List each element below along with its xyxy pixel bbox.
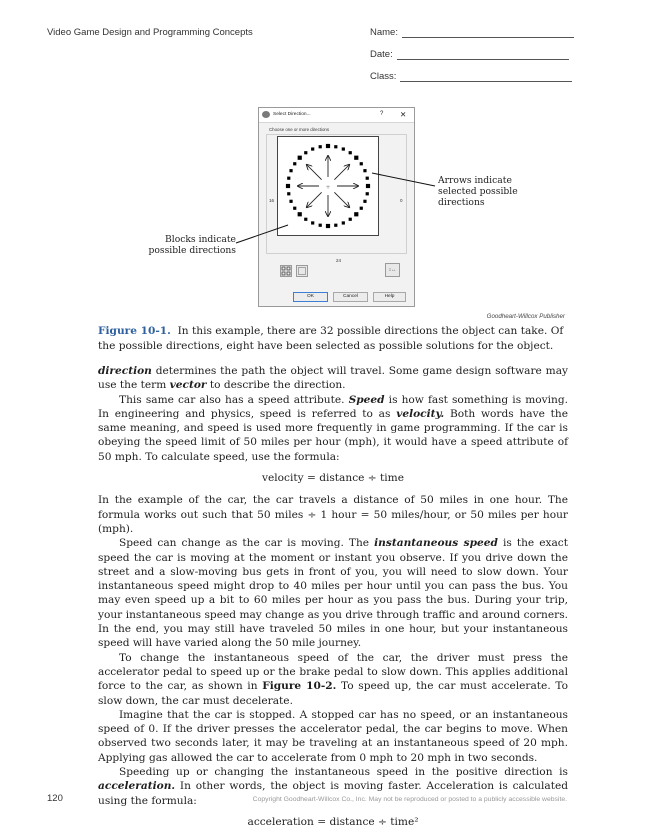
callout-arrows: Arrows indicate selected possible directions <box>438 175 518 208</box>
help-button[interactable]: Help <box>373 292 406 302</box>
formula-acceleration: acceleration = distance ÷ time² <box>247 815 419 828</box>
body-text <box>98 364 568 837</box>
paragraph-text: to describe the direction. <box>206 379 346 392</box>
figure-caption <box>98 324 568 354</box>
paragraph-text: In other words, the object is moving faster. Acceleration is calculated using the formula: <box>98 780 568 807</box>
direction-label-right: 0 <box>400 198 403 203</box>
direction-label-bottom: 24 <box>336 258 342 263</box>
formula-velocity: velocity = distance ÷ time <box>262 472 404 485</box>
paragraph-text: This same car also has a speed attribute. <box>119 393 349 406</box>
flip-icon: ↕↔ <box>385 263 400 277</box>
term-direction: direction <box>98 365 152 377</box>
paragraph-text: is the exact speed the car is moving at the moment or instant you observe. If you drive down the street and a slow-moving bus gets in front of you, you will need to slow down. Your instantaneous speed might drop to 40 miles per hour until you can pass the bus. You may even speed up a bit to 60 miles per hour as you pass the bus. During your trip, your instantaneous speed may change as you drive through traffic and around corners. In the end, you may still have traveled 50 miles in one hour, but your instantaneous speed will have varied along the 50 mile journey. <box>98 537 568 650</box>
term-speed: Speed <box>348 393 385 406</box>
callout-blocks: Blocks indicate possible directions <box>148 234 236 256</box>
paragraph-text: To change the instantaneous speed of the car, the driver must press the accelerator pedal to speed up or the brake pedal to slow down. This applies additional force to the car, as shown in <box>98 651 568 693</box>
paragraph-text: Speed can change as the car is moving. The <box>119 537 375 550</box>
dialog-prompt: Choose one or more directions <box>269 127 330 132</box>
paragraph-text: determines the path the object will travel. Some game design software may use the term <box>98 365 568 392</box>
help-icon: ? <box>380 111 384 117</box>
book-title: Video Game Design and Programming Concepts <box>47 27 253 38</box>
term-velocity: velocity. <box>396 407 445 420</box>
paragraph-text: is how fast something is moving. In engineering and physics, speed is referred to as <box>98 393 568 420</box>
paragraph: Imagine that the car is stopped. A stopped car has no speed, or an instantaneous speed of 0. If the driver presses the accelerator pedal, the car begins to move. When observed two seconds later, it may be traveling at an instantaneous speed of 20 mph. Applying gas allowed the car to accelerate from 0 mph to 20 mph in two seconds. <box>98 708 568 764</box>
term-vector: vector <box>169 379 207 392</box>
paragraph-text: Speeding up or changing the instantaneous speed in the positive direction is <box>119 766 568 779</box>
caption-text: In this example, there are 32 possible directions the object can take. Of the possible directions, eight have been selected as possible solutions for the object. <box>98 325 564 353</box>
paragraph: In the example of the car, the car travels a distance of 50 miles in one hour. The formula works out such that 50 miles ÷ 1 hour = 50 miles/hour, or 50 miles per hour (mph). <box>98 494 568 535</box>
class-label: Class: <box>370 71 397 82</box>
paragraph-text: Both words have the same meaning, and speed is used more frequently in game programming. If the car is obeying the speed limit of 50 miles per hour (mph), it would have a speed attribute of 50 mph. To calculate speed, use the formula: <box>98 407 568 463</box>
name-label: Name: <box>370 27 398 38</box>
ok-button[interactable]: OK <box>293 292 328 302</box>
term-instantaneous-speed: instantaneous speed <box>374 537 498 550</box>
page-number: 120 <box>47 793 63 804</box>
figure-credit: Goodheart-Willcox Publisher <box>486 313 565 320</box>
direction-label-left: 16 <box>269 198 275 203</box>
date-label: Date: <box>370 49 393 60</box>
paragraph <box>98 536 568 650</box>
close-icon: ✕ <box>400 110 407 119</box>
paragraph <box>98 651 568 708</box>
center-mark: + <box>325 184 331 191</box>
cancel-button[interactable]: Cancel <box>333 292 368 302</box>
term-acceleration: acceleration. <box>98 780 176 793</box>
paragraph-text: To speed up, the car must accelerate. To slow down, the car must decelerate. <box>98 680 568 707</box>
paragraph <box>98 364 568 393</box>
copyright-notice: Copyright Goodheart-Willcox Co., Inc. May not be reproduced or posted to a publicly accessible website. <box>252 796 567 803</box>
figure-reference: Figure 10-2. <box>262 680 337 693</box>
paragraph <box>98 393 568 464</box>
dialog-title: Select Direction... <box>273 112 311 117</box>
figure-label: Figure 10-1. <box>98 325 171 337</box>
